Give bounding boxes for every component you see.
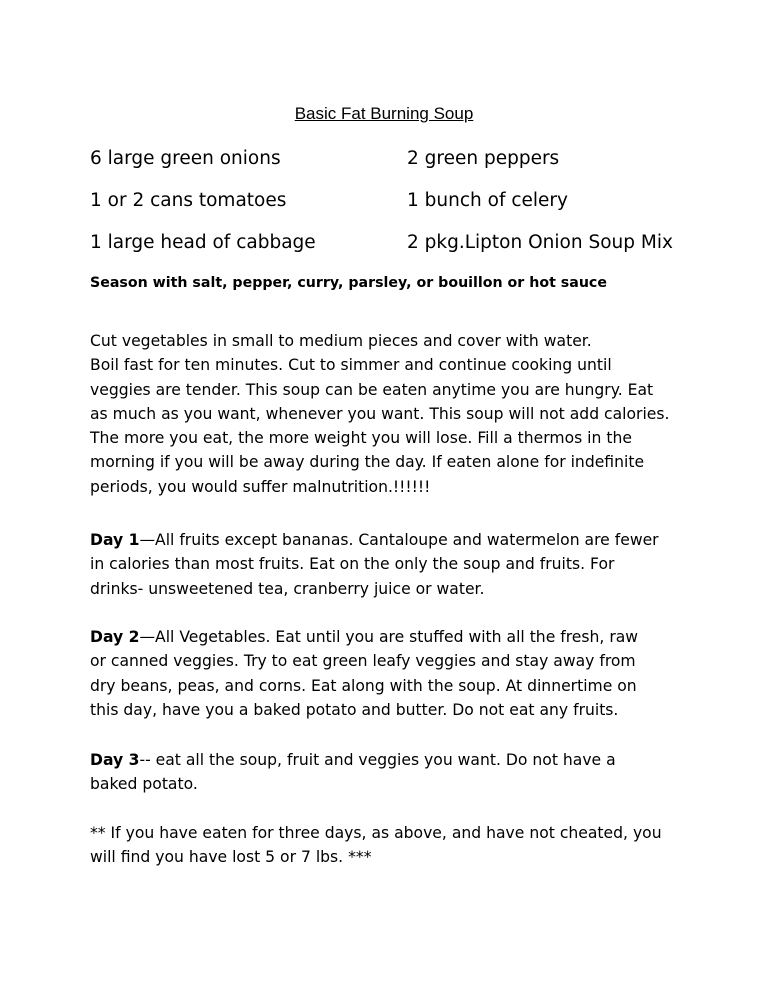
ingredient-green-peppers: 2 green peppers	[407, 148, 560, 169]
day1-first-text: —All fruits except bananas. Cantaloupe and watermelon are fewer	[139, 531, 659, 549]
ingredient-green-onions: 6 large green onions	[90, 148, 281, 169]
day2-first-line	[90, 625, 690, 649]
instructions-line: as much as you want, whenever you want. This soup will not add calories.	[90, 404, 670, 423]
day2-paragraph	[90, 625, 690, 722]
document-title: Basic Fat Burning Soup	[294, 104, 474, 123]
day2-line: this day, have you a baked potato and butter. Do not eat any fruits.	[90, 700, 619, 719]
day3-paragraph	[90, 748, 690, 797]
day2-line: dry beans, peas, and corns. Eat along with the soup. At dinnertime on	[90, 676, 637, 695]
ingredient-cabbage: 1 large head of cabbage	[90, 232, 316, 253]
day3-line: baked potato.	[90, 775, 198, 794]
day1-label: Day 1	[90, 531, 140, 549]
day3-first-line	[90, 748, 690, 772]
day1-paragraph	[90, 528, 690, 601]
seasoning-note: Season with salt, pepper, curry, parsley, or bouillon or hot sauce	[90, 275, 607, 291]
day3-first-text: -- eat all the soup, fruit and veggies you want. Do not have a	[139, 751, 616, 769]
instructions-line: The more you eat, the more weight you will lose. Fill a thermos in the	[90, 429, 632, 448]
instructions-line: veggies are tender. This soup can be eaten anytime you are hungry. Eat	[90, 380, 654, 399]
day3-label: Day 3	[90, 751, 140, 769]
instructions-line: morning if you will be away during the day. If eaten alone for indefinite	[90, 453, 645, 472]
instructions-paragraph	[90, 329, 690, 499]
result-note-line: ** If you have eaten for three days, as above, and have not cheated, you	[90, 824, 662, 842]
instructions-line: Cut vegetables in small to medium pieces and cover with water.	[90, 332, 592, 350]
ingredient-tomatoes: 1 or 2 cans tomatoes	[90, 190, 287, 211]
ingredient-celery: 1 bunch of celery	[407, 190, 568, 211]
instructions-line: Boil fast for ten minutes. Cut to simmer and continue cooking until	[90, 356, 612, 375]
day1-line: in calories than most fruits. Eat on the only the soup and fruits. For	[90, 555, 615, 574]
day2-line: or canned veggies. Try to eat green leafy veggies and stay away from	[90, 652, 636, 671]
day2-label: Day 2	[90, 628, 140, 646]
instructions-line: periods, you would suffer malnutrition.!!!!!!	[90, 477, 431, 496]
result-note-line: will find you have lost 5 or 7 lbs. ***	[90, 848, 372, 867]
result-note-paragraph	[90, 821, 690, 870]
day1-first-line	[90, 528, 690, 552]
ingredient-onion-soup-mix: 2 pkg.Lipton Onion Soup Mix	[407, 232, 673, 253]
day2-first-text: —All Vegetables. Eat until you are stuffed with all the fresh, raw	[139, 628, 639, 646]
day1-line: drinks- unsweetened tea, cranberry juice or water.	[90, 579, 485, 598]
